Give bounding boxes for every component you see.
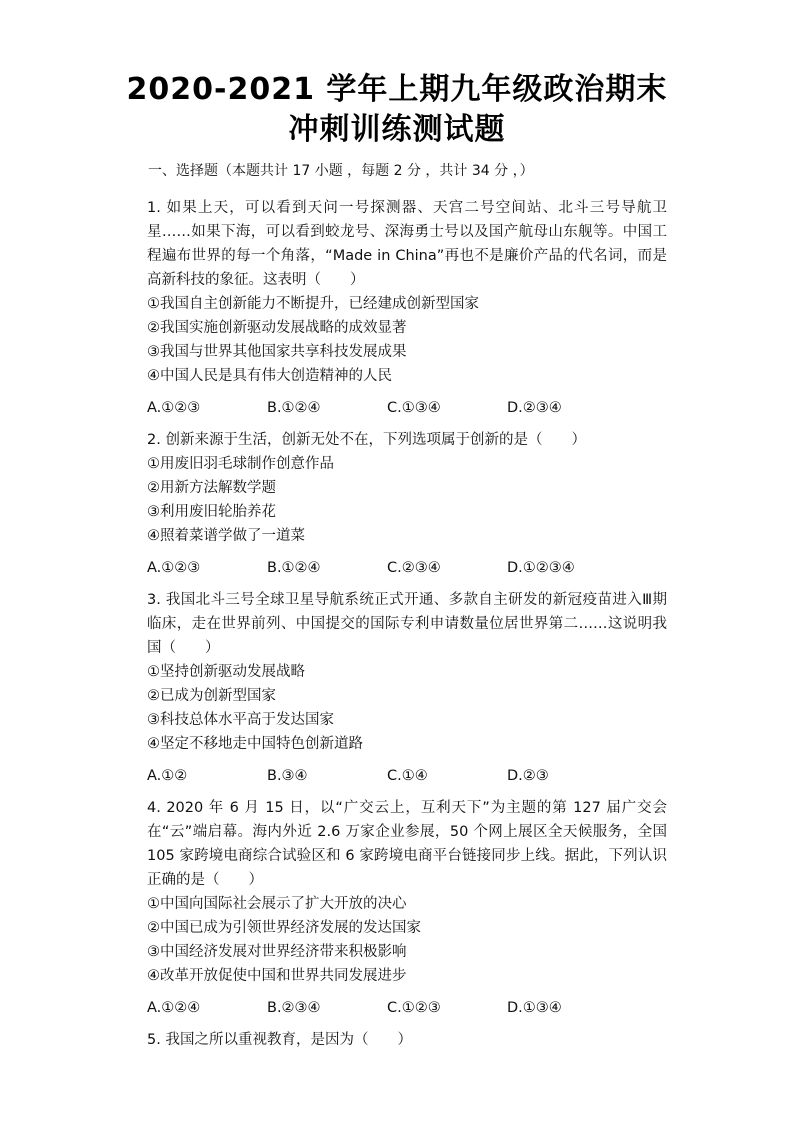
question-stem: 2. 创新来源于生活，创新无处不在，下列选项属于创新的是（ ） bbox=[147, 432, 586, 448]
answer-choices bbox=[147, 396, 667, 420]
choice-d: D.②③ bbox=[507, 768, 549, 784]
page-title: 2020-2021 学年上期九年级政治期末 bbox=[126, 72, 668, 107]
question-stem: 4. 2020 年 6 月 15 日，以“广交云上，互利天下”为主题的第 127 届广交会在“云”端启幕。海内外近 2.6 万家企业参展，50 个网上展区全天候服务，全国 105 家跨境电商综合试验区和 6 家跨境电商平台链接同步上线。据此，下列认识正确的是（ ） bbox=[147, 800, 667, 888]
question-3 bbox=[147, 588, 667, 788]
statement-option: ④照着菜谱学做了一道菜 bbox=[147, 528, 305, 544]
page-subtitle: 冲刺训练测试题 bbox=[288, 112, 506, 147]
answer-choices bbox=[147, 556, 667, 580]
question-2 bbox=[147, 428, 667, 580]
question-stem: 3. 我国北斗三号全球卫星导航系统正式开通、多款自主研发的新冠疫苗进入Ⅲ期临床，走在世界前列、中国提交的国际专利申请数量位居世界第二……这说明我国（ ） bbox=[147, 592, 667, 656]
answer-choices bbox=[147, 764, 667, 788]
statement-option: ①中国向国际社会展示了扩大开放的决心 bbox=[147, 896, 407, 912]
statement-option: ③科技总体水平高于发达国家 bbox=[147, 712, 334, 728]
statement-option: ③中国经济发展对世界经济带来积极影响 bbox=[147, 944, 407, 960]
question-stem: 5. 我国之所以重视教育，是因为（ ） bbox=[147, 1032, 412, 1048]
statement-option: ④改革开放促使中国和世界共同发展进步 bbox=[147, 968, 407, 984]
statement-option: ③利用废旧轮胎养花 bbox=[147, 504, 276, 520]
choice-a: A.①②③ bbox=[147, 400, 201, 416]
question-stem: 1. 如果上天，可以看到天问一号探测器、天宫二号空间站、北斗三号导航卫星……如果下海，可以看到蛟龙号、深海勇士号以及国产航母山东舰等。中国工程遍布世界的每一个角落，“Made in China”再也不是廉价产品的代名词，而是高新科技的象征。这表明（ ） bbox=[147, 200, 667, 288]
choice-c: C.①④ bbox=[387, 768, 428, 784]
choice-c: C.②③④ bbox=[387, 560, 441, 576]
statement-option: ②用新方法解数学题 bbox=[147, 480, 276, 496]
statement-option: ①用废旧羽毛球制作创意作品 bbox=[147, 456, 334, 472]
choice-b: B.③④ bbox=[267, 768, 308, 784]
choice-d: D.①②③④ bbox=[507, 560, 575, 576]
choice-b: B.①②④ bbox=[267, 400, 321, 416]
statement-option: ③我国与世界其他国家共享科技发展成果 bbox=[147, 344, 407, 360]
choice-c: C.①③④ bbox=[387, 400, 441, 416]
choice-a: A.①② bbox=[147, 768, 188, 784]
section-heading: 一、选择题（本题共计 17 小题 ，每题 2 分 ，共计 34 分 ，） bbox=[148, 163, 534, 179]
statement-option: ④中国人民是具有伟大创造精神的人民 bbox=[147, 368, 392, 384]
statement-option: ②我国实施创新驱动发展战略的成效显著 bbox=[147, 320, 407, 336]
statement-option: ②已成为创新型国家 bbox=[147, 688, 276, 704]
question-4 bbox=[147, 796, 667, 1020]
answer-choices bbox=[147, 996, 667, 1020]
statement-option: ①我国自主创新能力不断提升，已经建成创新型国家 bbox=[147, 296, 479, 312]
choice-a: A.①②④ bbox=[147, 1000, 201, 1016]
choice-c: C.①②③ bbox=[387, 1000, 441, 1016]
choice-a: A.①②③ bbox=[147, 560, 201, 576]
question-list bbox=[147, 196, 667, 1052]
choice-b: B.①②④ bbox=[267, 560, 321, 576]
choice-b: B.②③④ bbox=[267, 1000, 321, 1016]
statement-option: ①坚持创新驱动发展战略 bbox=[147, 664, 305, 680]
choice-d: D.②③④ bbox=[507, 400, 562, 416]
statement-option: ②中国已成为引领世界经济发展的发达国家 bbox=[147, 920, 421, 936]
question-5 bbox=[147, 1028, 667, 1052]
statement-option: ④坚定不移地走中国特色创新道路 bbox=[147, 736, 363, 752]
choice-d: D.①③④ bbox=[507, 1000, 562, 1016]
question-1 bbox=[147, 196, 667, 420]
